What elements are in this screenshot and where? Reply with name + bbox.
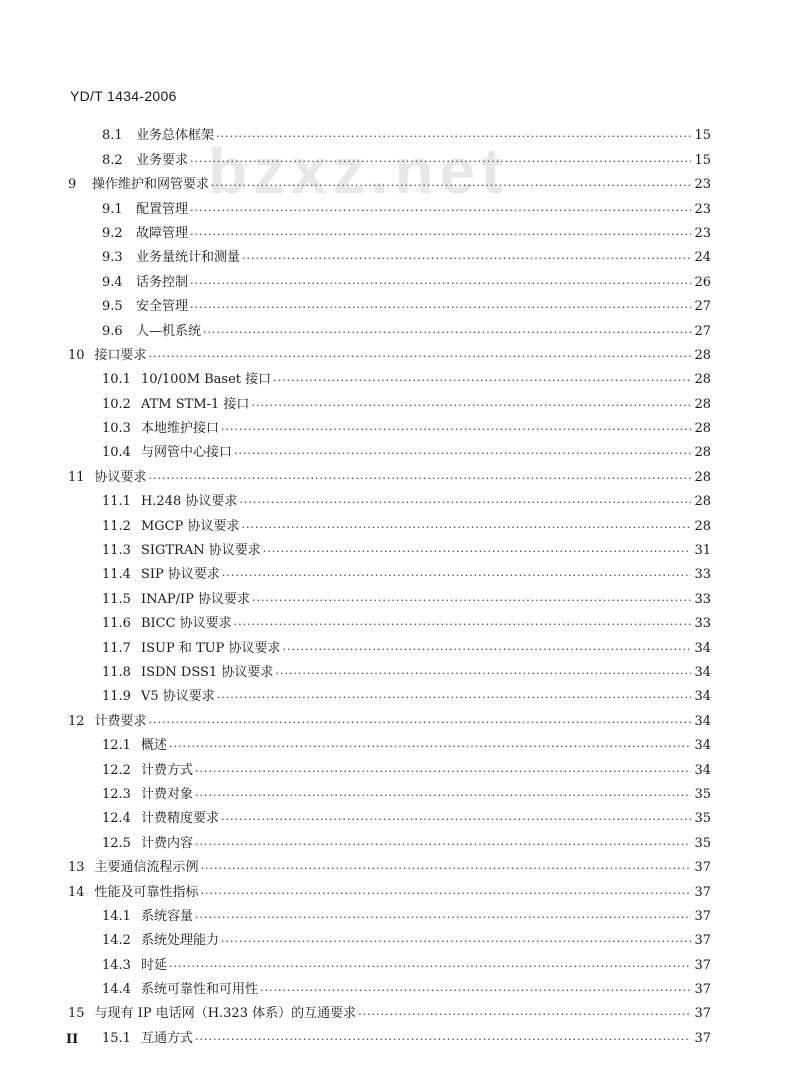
- toc-entry-title: 业务要求: [136, 152, 189, 168]
- toc-entry-number: 11.6: [102, 616, 131, 632]
- toc-entry[interactable]: [0, 559, 800, 583]
- toc-entry[interactable]: [0, 705, 800, 729]
- toc-entry-page: 27: [694, 299, 711, 315]
- toc-entry-number: 11.7: [102, 640, 131, 656]
- toc-entry[interactable]: [0, 949, 800, 973]
- toc-entry[interactable]: [0, 876, 800, 900]
- toc-entry-page: 33: [694, 616, 711, 632]
- toc-dot-leader: [252, 594, 691, 608]
- document-header: YD/T 1434-2006: [70, 88, 177, 104]
- toc-entry[interactable]: [0, 535, 800, 559]
- toc-dot-leader: [190, 204, 691, 218]
- toc-entry-page: 34: [694, 762, 711, 778]
- toc-dot-leader: [358, 1008, 691, 1022]
- toc-entry-page: 26: [694, 274, 711, 290]
- toc-entry[interactable]: [0, 583, 800, 607]
- toc-entry-number: 14.2: [102, 933, 131, 949]
- toc-dot-leader: [190, 155, 691, 169]
- toc-entry-number: 14: [68, 884, 85, 900]
- toc-entry-title: 接口要求: [94, 347, 147, 363]
- toc-entry-page: 34: [694, 664, 711, 680]
- toc-entry[interactable]: [0, 730, 800, 754]
- toc-entry[interactable]: [0, 218, 800, 242]
- toc-entry-page: 23: [694, 225, 711, 241]
- toc-dot-leader: [234, 618, 691, 632]
- toc-entry-number: 9.4: [102, 274, 123, 290]
- toc-entry-number: 11.2: [102, 518, 131, 534]
- toc-entry-title: 业务总体框架: [136, 128, 215, 144]
- toc-entry[interactable]: [0, 998, 800, 1022]
- toc-entry-number: 10.2: [102, 396, 131, 412]
- toc-entry-number: 12.1: [102, 738, 131, 754]
- toc-entry[interactable]: [0, 437, 800, 461]
- toc-entry[interactable]: [0, 510, 800, 534]
- toc-entry[interactable]: [0, 681, 800, 705]
- toc-dot-leader: [221, 813, 691, 827]
- toc-entry-title: 话务控制: [136, 274, 189, 290]
- toc-dot-leader: [169, 740, 691, 754]
- toc-entry-title: 操作维护和网管要求: [92, 177, 210, 193]
- page-number: II: [66, 1032, 79, 1047]
- toc-entry-number: 15.1: [102, 1030, 131, 1046]
- toc-entry-title: 故障管理: [136, 225, 189, 241]
- toc-entry-title: 人—机系统: [136, 323, 202, 339]
- toc-entry[interactable]: [0, 120, 800, 144]
- toc-dot-leader: [149, 716, 691, 730]
- toc-entry-page: 33: [694, 567, 711, 583]
- toc-entry-number: 12.2: [102, 762, 131, 778]
- toc-entry[interactable]: [0, 242, 800, 266]
- toc-dot-leader: [201, 887, 691, 901]
- toc-entry-title: SIGTRAN 协议要求: [140, 543, 261, 559]
- toc-entry-title: 计费方式: [140, 762, 193, 778]
- toc-entry[interactable]: [0, 803, 800, 827]
- toc-entry[interactable]: [0, 193, 800, 217]
- toc-entry-number: 10.4: [102, 445, 131, 461]
- toc-entry-title: 计费精度要求: [140, 811, 219, 827]
- toc-entry-title: 本地维护接口: [140, 421, 219, 437]
- toc-entry-number: 12.5: [102, 835, 131, 851]
- toc-entry[interactable]: [0, 608, 800, 632]
- toc-entry-page: 37: [694, 1030, 711, 1046]
- toc-entry-title: 配置管理: [136, 201, 189, 217]
- toc-dot-leader: [221, 423, 691, 437]
- toc-entry-title: 时延: [140, 957, 167, 973]
- toc-entry-page: 37: [694, 860, 711, 876]
- toc-entry-number: 12.4: [102, 811, 131, 827]
- toc-entry-number: 11.1: [102, 494, 131, 510]
- toc-dot-leader: [221, 935, 691, 949]
- toc-entry-number: 9.5: [102, 299, 123, 315]
- toc-entry-number: 10.3: [102, 421, 131, 437]
- toc-entry[interactable]: [0, 315, 800, 339]
- toc-dot-leader: [222, 569, 691, 583]
- toc-entry-number: 11.3: [102, 543, 131, 559]
- toc-entry-page: 28: [694, 421, 711, 437]
- toc-entry-page: 28: [694, 347, 711, 363]
- toc-dot-leader: [217, 691, 691, 705]
- toc-entry-number: 14.1: [102, 908, 131, 924]
- toc-dot-leader: [211, 179, 691, 193]
- toc-dot-leader: [190, 301, 691, 315]
- toc-entry-number: 11.4: [102, 567, 131, 583]
- toc-entry[interactable]: [0, 632, 800, 656]
- toc-entry-title: 系统可靠性和可用性: [140, 982, 258, 998]
- toc-entry-page: 34: [694, 738, 711, 754]
- toc-entry-number: 12.3: [102, 786, 131, 802]
- toc-entry[interactable]: [0, 1022, 800, 1046]
- toc-entry-title: V5 协议要求: [140, 689, 215, 705]
- toc-entry-page: 37: [694, 884, 711, 900]
- toc-entry[interactable]: [0, 925, 800, 949]
- toc-entry-title: 系统处理能力: [140, 933, 219, 949]
- toc-entry[interactable]: [0, 340, 800, 364]
- toc-dot-leader: [149, 472, 691, 486]
- toc-dot-leader: [241, 521, 691, 535]
- toc-entry-number: 11.9: [102, 689, 131, 705]
- toc-entry-title: H.248 协议要求: [140, 494, 238, 510]
- toc-entry-title: 10/100M Baset 接口: [140, 372, 272, 388]
- toc-entry[interactable]: [0, 852, 800, 876]
- toc-entry-title: SIP 协议要求: [140, 567, 220, 583]
- toc-entry-page: 37: [694, 933, 711, 949]
- toc-entry-page: 24: [694, 250, 711, 266]
- toc-dot-leader: [190, 228, 691, 242]
- toc-entry-page: 28: [694, 445, 711, 461]
- toc-entry-page: 31: [694, 543, 711, 559]
- toc-entry-page: 28: [694, 494, 711, 510]
- toc-entry[interactable]: [0, 901, 800, 925]
- toc-entry-page: 23: [694, 201, 711, 217]
- toc-entry-title: 系统容量: [140, 908, 193, 924]
- toc-entry-number: 8.2: [102, 152, 123, 168]
- toc-dot-leader: [263, 545, 691, 559]
- toc-entry-title: 协议要求: [94, 469, 147, 485]
- toc-entry-title: 与网管中心接口: [140, 445, 232, 461]
- toc-dot-leader: [195, 789, 691, 803]
- toc-entry-page: 28: [694, 518, 711, 534]
- toc-entry[interactable]: [0, 779, 800, 803]
- toc-entry-page: 35: [694, 835, 711, 851]
- toc-dot-leader: [190, 277, 691, 291]
- toc-entry-title: MGCP 协议要求: [140, 518, 240, 534]
- toc-entry-page: 34: [694, 713, 711, 729]
- toc-entry[interactable]: [0, 657, 800, 681]
- toc-entry-title: ISDN DSS1 协议要求: [140, 664, 274, 680]
- toc-entry-number: 9.6: [102, 323, 123, 339]
- toc-dot-leader: [195, 911, 691, 925]
- toc-entry-page: 35: [694, 786, 711, 802]
- toc-dot-leader: [260, 984, 691, 998]
- toc-entry-page: 15: [694, 152, 711, 168]
- toc-entry[interactable]: [0, 388, 800, 412]
- toc-entry-page: 28: [694, 372, 711, 388]
- toc-entry-title: ISUP 和 TUP 协议要求: [140, 640, 281, 656]
- toc-entry[interactable]: [0, 144, 800, 168]
- toc-entry-page: 35: [694, 811, 711, 827]
- toc-entry-page: 15: [694, 128, 711, 144]
- toc-entry-page: 37: [694, 982, 711, 998]
- toc-entry-number: 10.1: [102, 372, 131, 388]
- toc-entry-number: 12: [68, 713, 85, 729]
- toc-entry-page: 27: [694, 323, 711, 339]
- toc-entry[interactable]: [0, 291, 800, 315]
- toc-entry-number: 11.5: [102, 591, 131, 607]
- toc-entry-page: 23: [694, 177, 711, 193]
- toc-entry[interactable]: [0, 827, 800, 851]
- toc-entry-page: 34: [694, 640, 711, 656]
- toc-entry-number: 9: [68, 177, 77, 193]
- toc-entry[interactable]: [0, 169, 800, 193]
- watermark: bzxz.net: [208, 135, 509, 207]
- toc-entry-number: 11.8: [102, 664, 131, 680]
- toc-entry-number: 14.3: [102, 957, 131, 973]
- toc-entry-title: 计费对象: [140, 786, 193, 802]
- toc-entry-number: 14.4: [102, 982, 131, 998]
- toc-dot-leader: [251, 399, 691, 413]
- toc-entry-page: 28: [694, 469, 711, 485]
- toc-entry[interactable]: [0, 486, 800, 510]
- toc-entry-title: 主要通信流程示例: [94, 860, 199, 876]
- toc-entry-page: 37: [694, 1006, 711, 1022]
- toc-dot-leader: [149, 350, 691, 364]
- toc-entry-page: 33: [694, 591, 711, 607]
- toc-dot-leader: [201, 862, 691, 876]
- toc-entry-title: 互通方式: [140, 1030, 193, 1046]
- toc-entry-number: 8.1: [102, 128, 123, 144]
- toc-entry[interactable]: [0, 266, 800, 290]
- table-of-contents: [0, 120, 800, 1047]
- toc-entry[interactable]: [0, 364, 800, 388]
- toc-dot-leader: [195, 838, 691, 852]
- toc-dot-leader: [275, 667, 691, 681]
- toc-entry[interactable]: [0, 413, 800, 437]
- toc-entry-number: 9.2: [102, 225, 123, 241]
- toc-entry-number: 13: [68, 860, 85, 876]
- toc-dot-leader: [234, 447, 691, 461]
- toc-entry-number: 15: [68, 1006, 85, 1022]
- toc-entry-title: 安全管理: [136, 299, 189, 315]
- toc-entry-title: INAP/IP 协议要求: [140, 591, 250, 607]
- toc-entry-number: 10: [68, 347, 85, 363]
- toc-entry-title: BICC 协议要求: [140, 616, 232, 632]
- toc-dot-leader: [273, 374, 691, 388]
- toc-dot-leader: [239, 496, 691, 510]
- toc-entry-number: 9.1: [102, 201, 123, 217]
- toc-entry-number: 11: [68, 469, 85, 485]
- toc-dot-leader: [195, 765, 691, 779]
- toc-entry-title: 性能及可靠性指标: [94, 884, 199, 900]
- toc-dot-leader: [203, 326, 691, 340]
- toc-entry-title: 计费内容: [140, 835, 193, 851]
- toc-entry-page: 34: [694, 689, 711, 705]
- toc-entry[interactable]: [0, 974, 800, 998]
- toc-dot-leader: [169, 960, 691, 974]
- toc-entry-title: 概述: [140, 738, 167, 754]
- toc-entry-title: 与现有 IP 电话网（H.323 体系）的互通要求: [94, 1006, 357, 1022]
- toc-dot-leader: [195, 1033, 691, 1047]
- toc-dot-leader: [282, 643, 691, 657]
- toc-entry[interactable]: [0, 461, 800, 485]
- toc-dot-leader: [242, 252, 691, 266]
- toc-dot-leader: [216, 130, 691, 144]
- toc-entry-page: 28: [694, 396, 711, 412]
- toc-entry-page: 37: [694, 908, 711, 924]
- toc-entry-number: 9.3: [102, 250, 123, 266]
- toc-entry-page: 37: [694, 957, 711, 973]
- toc-entry-title: 计费要求: [94, 713, 147, 729]
- toc-entry-title: 业务量统计和测量: [136, 250, 241, 266]
- toc-entry-title: ATM STM-1 接口: [140, 396, 250, 412]
- toc-entry[interactable]: [0, 754, 800, 778]
